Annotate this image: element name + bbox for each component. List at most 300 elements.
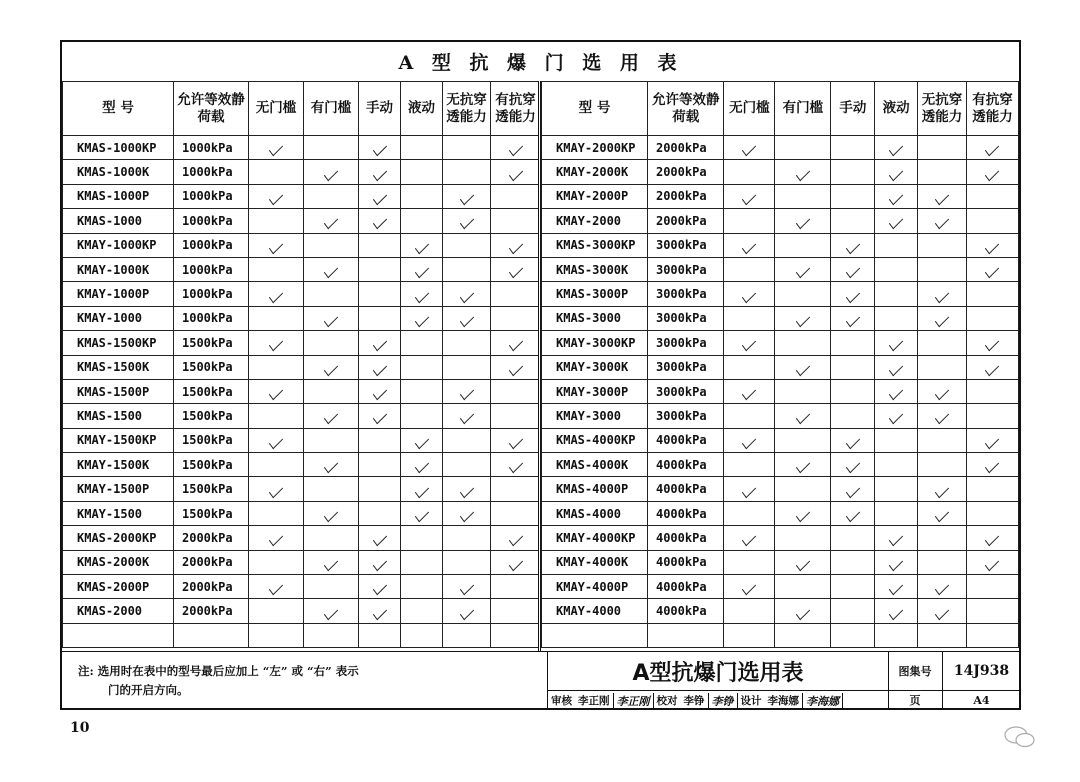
checkmark-icon bbox=[846, 482, 860, 498]
checkmark-icon bbox=[889, 165, 903, 181]
load-cell: 2000kPa bbox=[647, 136, 723, 160]
checkmark-icon bbox=[459, 312, 473, 328]
model-cell: KMAS-1500KP bbox=[63, 331, 174, 355]
check-cell bbox=[918, 575, 967, 599]
check-cell bbox=[966, 526, 1018, 550]
model-cell: KMAY-3000 bbox=[542, 404, 648, 428]
checkmark-icon bbox=[269, 141, 283, 157]
check-cell bbox=[443, 282, 491, 306]
check-cell bbox=[775, 209, 831, 233]
check-cell bbox=[359, 453, 401, 477]
check-cell bbox=[304, 404, 359, 428]
checkmark-icon bbox=[742, 141, 756, 157]
check-cell bbox=[724, 184, 775, 208]
check-cell bbox=[724, 453, 775, 477]
check-cell bbox=[724, 209, 775, 233]
check-cell bbox=[918, 160, 967, 184]
check-cell bbox=[249, 306, 304, 330]
check-cell bbox=[831, 331, 875, 355]
check-cell bbox=[918, 526, 967, 550]
check-cell bbox=[875, 379, 918, 403]
check-cell bbox=[875, 209, 918, 233]
check-cell bbox=[443, 355, 491, 379]
check-cell bbox=[359, 404, 401, 428]
check-cell bbox=[304, 501, 359, 525]
check-cell bbox=[875, 160, 918, 184]
check-cell bbox=[724, 501, 775, 525]
check-cell bbox=[443, 550, 491, 574]
check-cell bbox=[304, 331, 359, 355]
check-cell bbox=[401, 428, 443, 452]
check-cell bbox=[966, 599, 1018, 623]
load-cell: 4000kPa bbox=[647, 428, 723, 452]
model-cell: KMAS-4000K bbox=[542, 453, 648, 477]
empty-cell bbox=[647, 623, 723, 647]
table-row bbox=[63, 501, 541, 525]
load-cell: 4000kPa bbox=[647, 477, 723, 501]
header-hydraulic: 液动 bbox=[401, 82, 443, 136]
table-row bbox=[63, 379, 541, 403]
checkmark-icon bbox=[508, 141, 522, 157]
check-cell bbox=[775, 526, 831, 550]
note-line-1: 注: 选用时在表中的型号最后应加上 “左” 或 “右” 表示 bbox=[78, 664, 359, 678]
table-row bbox=[542, 404, 1019, 428]
check-cell bbox=[304, 428, 359, 452]
check-cell bbox=[249, 257, 304, 281]
model-cell: KMAS-1000P bbox=[63, 184, 174, 208]
model-cell: KMAY-4000K bbox=[542, 550, 648, 574]
checkmark-icon bbox=[459, 507, 473, 523]
right-selection-table bbox=[541, 81, 1019, 648]
check-cell bbox=[249, 136, 304, 160]
empty-cell bbox=[359, 623, 401, 647]
checkmark-icon bbox=[985, 458, 999, 474]
check-cell bbox=[359, 257, 401, 281]
checkmark-icon bbox=[889, 214, 903, 230]
check-cell bbox=[249, 355, 304, 379]
checkmark-icon bbox=[935, 580, 949, 596]
designer-signature: 李海娜 bbox=[802, 693, 843, 709]
check-cell bbox=[875, 575, 918, 599]
load-cell: 1000kPa bbox=[174, 282, 249, 306]
check-cell bbox=[304, 355, 359, 379]
check-cell bbox=[918, 184, 967, 208]
table-row bbox=[63, 404, 541, 428]
checkmark-icon bbox=[935, 409, 949, 425]
checkmark-icon bbox=[985, 141, 999, 157]
load-cell: 4000kPa bbox=[647, 550, 723, 574]
check-cell bbox=[724, 526, 775, 550]
checkmark-icon bbox=[796, 360, 810, 376]
check-cell bbox=[724, 331, 775, 355]
check-cell bbox=[443, 160, 491, 184]
page-label: 页 bbox=[909, 694, 921, 707]
note-line-2: 门的开启方向。 bbox=[108, 683, 189, 697]
check-cell bbox=[401, 404, 443, 428]
table-row bbox=[63, 453, 541, 477]
check-cell bbox=[966, 184, 1018, 208]
check-cell bbox=[875, 233, 918, 257]
check-cell bbox=[918, 550, 967, 574]
empty-cell bbox=[401, 623, 443, 647]
check-cell bbox=[249, 331, 304, 355]
model-cell: KMAS-1000KP bbox=[63, 136, 174, 160]
checkmark-icon bbox=[269, 482, 283, 498]
load-cell: 1500kPa bbox=[174, 453, 249, 477]
wechat-icon bbox=[1003, 724, 1037, 750]
load-cell: 2000kPa bbox=[174, 575, 249, 599]
model-cell: KMAS-1500 bbox=[63, 404, 174, 428]
check-cell bbox=[918, 477, 967, 501]
check-cell bbox=[831, 599, 875, 623]
header-model: 型 号 bbox=[63, 82, 174, 136]
check-cell bbox=[918, 331, 967, 355]
check-cell bbox=[966, 428, 1018, 452]
check-cell bbox=[875, 282, 918, 306]
check-cell bbox=[304, 477, 359, 501]
checkmark-icon bbox=[508, 336, 522, 352]
model-cell: KMAY-3000K bbox=[542, 355, 648, 379]
model-cell: KMAY-4000KP bbox=[542, 526, 648, 550]
check-cell bbox=[401, 184, 443, 208]
checkmark-icon bbox=[372, 141, 386, 157]
header-static-load: 允许等效静荷载 bbox=[647, 82, 723, 136]
model-cell: KMAY-1500 bbox=[63, 501, 174, 525]
check-cell bbox=[359, 526, 401, 550]
check-cell bbox=[831, 136, 875, 160]
checkmark-icon bbox=[372, 190, 386, 206]
empty-cell bbox=[304, 623, 359, 647]
check-cell bbox=[724, 599, 775, 623]
checkmark-icon bbox=[742, 482, 756, 498]
model-cell: KMAY-2000 bbox=[542, 209, 648, 233]
check-cell bbox=[359, 306, 401, 330]
load-cell: 1000kPa bbox=[174, 136, 249, 160]
table-row bbox=[63, 233, 541, 257]
header-static-load: 允许等效静荷载 bbox=[174, 82, 249, 136]
load-cell: 1500kPa bbox=[174, 379, 249, 403]
table-title: A 型 抗 爆 门 选 用 表 bbox=[62, 42, 1019, 82]
model-cell: KMAY-1500KP bbox=[63, 428, 174, 452]
check-cell bbox=[443, 599, 491, 623]
check-cell bbox=[724, 282, 775, 306]
check-cell bbox=[724, 404, 775, 428]
check-cell bbox=[401, 136, 443, 160]
table-row bbox=[63, 428, 541, 452]
check-cell bbox=[491, 209, 541, 233]
check-cell bbox=[831, 306, 875, 330]
header-with-penetration: 有抗穿透能力 bbox=[491, 82, 541, 136]
table-row bbox=[542, 355, 1019, 379]
load-cell: 3000kPa bbox=[647, 355, 723, 379]
checkmark-icon bbox=[742, 434, 756, 450]
checkmark-icon bbox=[846, 434, 860, 450]
checkmark-icon bbox=[846, 238, 860, 254]
checker-signature: 李铮 bbox=[708, 693, 738, 709]
table-row bbox=[542, 233, 1019, 257]
check-cell bbox=[831, 575, 875, 599]
check-cell bbox=[491, 453, 541, 477]
check-cell bbox=[875, 428, 918, 452]
checkmark-icon bbox=[846, 263, 860, 279]
checkmark-icon bbox=[459, 580, 473, 596]
check-cell bbox=[304, 550, 359, 574]
model-cell: KMAS-1000 bbox=[63, 209, 174, 233]
model-cell: KMAY-1500P bbox=[63, 477, 174, 501]
checkmark-icon bbox=[414, 434, 428, 450]
checkmark-icon bbox=[889, 385, 903, 401]
drawing-sheet bbox=[60, 40, 1021, 710]
load-cell: 1500kPa bbox=[174, 428, 249, 452]
checkmark-icon bbox=[742, 580, 756, 596]
model-cell: KMAS-2000K bbox=[63, 550, 174, 574]
table-row bbox=[542, 379, 1019, 403]
check-cell bbox=[918, 501, 967, 525]
check-cell bbox=[443, 233, 491, 257]
check-cell bbox=[401, 477, 443, 501]
checkmark-icon bbox=[889, 580, 903, 596]
check-cell bbox=[724, 575, 775, 599]
checkmark-icon bbox=[796, 556, 810, 572]
check-cell bbox=[966, 453, 1018, 477]
checkmark-icon bbox=[889, 604, 903, 620]
checkmark-icon bbox=[985, 434, 999, 450]
checkmark-icon bbox=[846, 287, 860, 303]
checkmark-icon bbox=[508, 531, 522, 547]
load-cell: 2000kPa bbox=[174, 599, 249, 623]
check-cell bbox=[491, 282, 541, 306]
load-cell: 4000kPa bbox=[647, 453, 723, 477]
check-cell bbox=[875, 306, 918, 330]
check-cell bbox=[401, 355, 443, 379]
checkmark-icon bbox=[742, 190, 756, 206]
checkmark-icon bbox=[414, 287, 428, 303]
checkmark-icon bbox=[508, 263, 522, 279]
check-cell bbox=[875, 257, 918, 281]
check-cell bbox=[359, 282, 401, 306]
checkmark-icon bbox=[269, 434, 283, 450]
model-cell: KMAS-4000P bbox=[542, 477, 648, 501]
checkmark-icon bbox=[372, 409, 386, 425]
checkmark-icon bbox=[796, 214, 810, 230]
check-cell bbox=[875, 526, 918, 550]
checkmark-icon bbox=[269, 531, 283, 547]
check-cell bbox=[249, 160, 304, 184]
load-cell: 1000kPa bbox=[174, 160, 249, 184]
check-cell bbox=[918, 599, 967, 623]
check-cell bbox=[359, 331, 401, 355]
page-number-cell: A4 bbox=[973, 693, 990, 707]
table-row bbox=[542, 306, 1019, 330]
checkmark-icon bbox=[414, 507, 428, 523]
load-cell: 3000kPa bbox=[647, 404, 723, 428]
check-cell bbox=[359, 477, 401, 501]
checkmark-icon bbox=[324, 458, 338, 474]
check-cell bbox=[304, 379, 359, 403]
checkmark-icon bbox=[889, 141, 903, 157]
header-row bbox=[542, 82, 1019, 136]
checkmark-icon bbox=[508, 360, 522, 376]
check-cell bbox=[918, 233, 967, 257]
checkmark-icon bbox=[796, 507, 810, 523]
table-row bbox=[542, 136, 1019, 160]
model-cell: KMAS-1500P bbox=[63, 379, 174, 403]
check-cell bbox=[724, 136, 775, 160]
check-cell bbox=[724, 160, 775, 184]
empty-cell bbox=[491, 623, 541, 647]
check-cell bbox=[443, 257, 491, 281]
header-no-sill: 无门槛 bbox=[249, 82, 304, 136]
check-cell bbox=[359, 160, 401, 184]
load-cell: 1000kPa bbox=[174, 257, 249, 281]
checkmark-icon bbox=[269, 336, 283, 352]
check-cell bbox=[966, 355, 1018, 379]
check-cell bbox=[918, 355, 967, 379]
checkmark-icon bbox=[742, 531, 756, 547]
check-cell bbox=[775, 136, 831, 160]
left-selection-table bbox=[62, 81, 541, 648]
check-cell bbox=[831, 257, 875, 281]
check-cell bbox=[401, 282, 443, 306]
check-cell bbox=[304, 233, 359, 257]
check-cell bbox=[775, 428, 831, 452]
model-cell: KMAY-2000K bbox=[542, 160, 648, 184]
table-row bbox=[63, 209, 541, 233]
model-cell: KMAS-2000KP bbox=[63, 526, 174, 550]
check-cell bbox=[401, 599, 443, 623]
check-cell bbox=[491, 428, 541, 452]
check-cell bbox=[491, 599, 541, 623]
checkmark-icon bbox=[324, 556, 338, 572]
checkmark-icon bbox=[269, 385, 283, 401]
checkmark-icon bbox=[985, 556, 999, 572]
checkmark-icon bbox=[985, 360, 999, 376]
check-cell bbox=[443, 209, 491, 233]
model-cell: KMAS-2000P bbox=[63, 575, 174, 599]
checkmark-icon bbox=[846, 507, 860, 523]
table-row bbox=[63, 355, 541, 379]
checkmark-icon bbox=[889, 556, 903, 572]
check-cell bbox=[443, 404, 491, 428]
check-cell bbox=[491, 257, 541, 281]
title-block bbox=[547, 652, 1020, 709]
table-row bbox=[542, 257, 1019, 281]
check-cell bbox=[359, 575, 401, 599]
check-cell bbox=[249, 526, 304, 550]
table-row bbox=[542, 575, 1019, 599]
checkmark-icon bbox=[508, 165, 522, 181]
checkmark-icon bbox=[324, 507, 338, 523]
model-cell: KMAY-1000K bbox=[63, 257, 174, 281]
checkmark-icon bbox=[935, 385, 949, 401]
check-cell bbox=[443, 575, 491, 599]
checkmark-icon bbox=[508, 434, 522, 450]
check-cell bbox=[304, 453, 359, 477]
check-cell bbox=[775, 306, 831, 330]
empty-cell bbox=[174, 623, 249, 647]
reviewer-signature: 李正刚 bbox=[613, 693, 654, 709]
check-cell bbox=[249, 550, 304, 574]
check-cell bbox=[875, 550, 918, 574]
checkmark-icon bbox=[372, 531, 386, 547]
table-row bbox=[542, 428, 1019, 452]
check-cell bbox=[875, 453, 918, 477]
header-no-penetration: 无抗穿透能力 bbox=[918, 82, 967, 136]
load-cell: 1000kPa bbox=[174, 306, 249, 330]
checkmark-icon bbox=[324, 360, 338, 376]
load-cell: 3000kPa bbox=[647, 282, 723, 306]
check-cell bbox=[491, 306, 541, 330]
checker-name: 李铮 bbox=[683, 695, 705, 707]
check-cell bbox=[249, 404, 304, 428]
checkmark-icon bbox=[414, 482, 428, 498]
title-block-title: A型抗爆门选用表 bbox=[632, 660, 804, 686]
check-cell bbox=[401, 160, 443, 184]
check-cell bbox=[249, 428, 304, 452]
check-cell bbox=[918, 306, 967, 330]
checkmark-icon bbox=[372, 604, 386, 620]
load-cell: 1000kPa bbox=[174, 233, 249, 257]
check-cell bbox=[491, 526, 541, 550]
check-cell bbox=[831, 428, 875, 452]
check-cell bbox=[401, 306, 443, 330]
check-cell bbox=[831, 501, 875, 525]
load-cell: 2000kPa bbox=[647, 209, 723, 233]
check-cell bbox=[724, 306, 775, 330]
check-cell bbox=[359, 209, 401, 233]
check-cell bbox=[443, 526, 491, 550]
table-row bbox=[63, 575, 541, 599]
header-manual: 手动 bbox=[831, 82, 875, 136]
check-cell bbox=[401, 575, 443, 599]
checkmark-icon bbox=[889, 531, 903, 547]
check-cell bbox=[831, 184, 875, 208]
check-cell bbox=[491, 575, 541, 599]
check-cell bbox=[875, 501, 918, 525]
check-cell bbox=[249, 575, 304, 599]
model-cell: KMAY-2000P bbox=[542, 184, 648, 208]
checkmark-icon bbox=[985, 531, 999, 547]
model-cell: KMAY-1000P bbox=[63, 282, 174, 306]
empty-cell bbox=[724, 623, 775, 647]
check-cell bbox=[775, 379, 831, 403]
load-cell: 4000kPa bbox=[647, 501, 723, 525]
check-cell bbox=[775, 404, 831, 428]
check-cell bbox=[443, 136, 491, 160]
checkmark-icon bbox=[414, 238, 428, 254]
check-cell bbox=[304, 575, 359, 599]
model-cell: KMAS-1500K bbox=[63, 355, 174, 379]
model-cell: KMAY-2000KP bbox=[542, 136, 648, 160]
check-cell bbox=[966, 477, 1018, 501]
atlas-number-label: 图集号 bbox=[898, 665, 932, 678]
table-row bbox=[63, 331, 541, 355]
check-cell bbox=[831, 477, 875, 501]
check-cell bbox=[359, 355, 401, 379]
check-cell bbox=[359, 501, 401, 525]
load-cell: 1500kPa bbox=[174, 477, 249, 501]
check-cell bbox=[249, 184, 304, 208]
check-cell bbox=[831, 550, 875, 574]
check-cell bbox=[918, 209, 967, 233]
check-cell bbox=[966, 136, 1018, 160]
checkmark-icon bbox=[269, 190, 283, 206]
load-cell: 4000kPa bbox=[647, 526, 723, 550]
check-cell bbox=[304, 282, 359, 306]
load-cell: 1500kPa bbox=[174, 331, 249, 355]
table-row bbox=[542, 209, 1019, 233]
table-row bbox=[542, 453, 1019, 477]
